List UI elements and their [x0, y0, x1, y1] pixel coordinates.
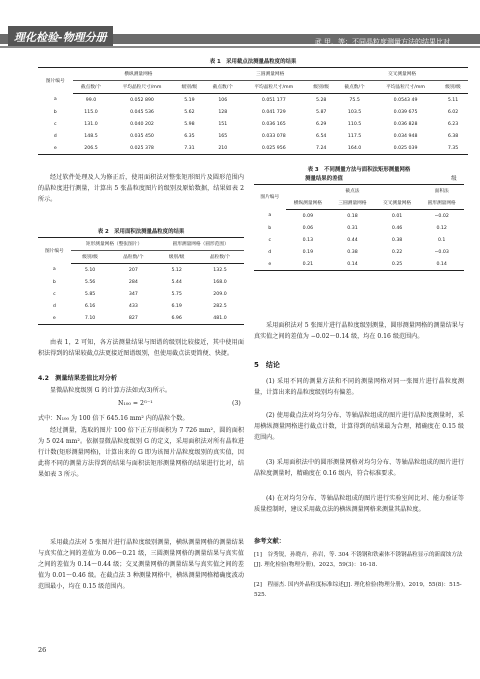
table2-cell: 5.12: [171, 267, 182, 273]
table1-cell: 0.051 177: [261, 97, 286, 103]
section-5-heading: 5 结论: [254, 361, 280, 369]
section-4-2-heading: 4.2 测量结果差值比对分析: [38, 375, 118, 382]
table1-cell: 0.041 729: [261, 109, 286, 115]
table1-cell: 103.5: [347, 109, 362, 115]
running-title: 武 甲，等：不同晶粒度测量方法的结果比对: [314, 38, 450, 46]
table3-cell: c: [268, 237, 272, 243]
table3-subcol: 圆形测量网格: [419, 197, 464, 210]
table3-cell: 0.38: [347, 249, 358, 255]
table1-cell: c: [53, 121, 57, 127]
table3-row: [254, 210, 464, 223]
table2-cell: 5.10: [84, 267, 96, 273]
table3-cell: 0.44: [347, 237, 358, 243]
table1-cell: 165: [218, 133, 228, 139]
table1-cell: 151: [218, 121, 228, 127]
table3-cell: 0.01: [391, 213, 403, 219]
table1-group-3: 交叉测量网格: [336, 68, 468, 81]
table1-caption: 表 1 采用截点法测量晶粒度的结果: [209, 59, 297, 65]
table1-cell: 6.23: [447, 121, 459, 127]
table1-cell: 210: [218, 145, 228, 151]
references-heading: 参考文献：: [254, 538, 285, 545]
table3-cell: e: [268, 261, 272, 267]
table1-cell: 6.54: [315, 133, 327, 139]
table1-cell: 5.28: [315, 97, 327, 103]
table3-row: [254, 222, 464, 234]
table2-row: [38, 288, 244, 300]
table1-cell: 75.5: [349, 97, 360, 103]
table3-cell: −0.02: [434, 213, 449, 219]
equation-3: N₁₀₀ = 2ᴳ⁻¹: [118, 400, 153, 407]
table3-unit: 级: [451, 176, 457, 182]
table1-cell: 6.38: [447, 133, 459, 139]
table1-cell: a: [53, 97, 57, 103]
table3-cell: 0.06: [302, 225, 314, 231]
table1-cell: 0.0543 49: [393, 97, 418, 103]
table1-row: [38, 130, 468, 142]
table2-cell: d: [52, 303, 56, 309]
table2-cell: 481.0: [213, 315, 227, 321]
table3-cell: 0.22: [391, 249, 403, 255]
table1-cell: 7.31: [184, 145, 195, 151]
table1-cell: 0.039 675: [393, 109, 418, 115]
paragraph-6: 采用截点法对 5 张图片进行晶粒度级别测量，横纵测量网格的测量结果与真实值之间的差值为 0.06～0.21 级，三圆测量网格的测量结果与真实值之间的差值为 0.14～0.44 级；交叉测量网格的测量结果与真实值之间的差值为 0.01～0.46 级。在截点法 3 种测量网格中，横纵测量网格精确度波动范围最小，均在 0.15 级范围内。: [38, 539, 244, 590]
table3-cell: 0.31: [347, 225, 358, 231]
table1-subcol: 截点数/个: [204, 81, 241, 94]
table1-cell: 6.29: [315, 121, 327, 127]
table3-cell: d: [268, 249, 272, 255]
table1-subcol: 截点数/个: [73, 81, 110, 94]
table3-cell: 0.18: [347, 213, 358, 219]
table1-cell: 0.025 956: [261, 145, 286, 151]
table1-subcol: 级别/级: [306, 81, 336, 94]
table1: [38, 67, 468, 155]
table1-row: [38, 118, 468, 130]
table2-cell: 6.19: [171, 303, 182, 309]
table1-row: [38, 94, 468, 107]
table1-cell: 128: [218, 109, 228, 115]
table3-cell: −0.03: [434, 249, 449, 255]
table1-cell: 0.025 378: [130, 145, 154, 151]
table2-subcol: 级别/级: [157, 251, 196, 264]
table1-cell: 6.02: [447, 109, 459, 115]
table1-group-2: 三圆测量网格: [204, 68, 336, 81]
table1-cell: 99.0: [85, 97, 97, 103]
table1-subcol: 截点数/个: [336, 81, 373, 94]
table1-cell: 0.034 948: [393, 133, 418, 139]
table3-cell: a: [268, 213, 272, 219]
table3-row: [254, 234, 464, 246]
paragraph-2: 由表 1，2 可知，各方法测量结果与图谱的级别比较接近，其中使用面积法得到的结果较截点法更接近图谱级别，但使用截点法更简便、快捷。: [38, 339, 244, 357]
table2-caption: 表 2 采用面积法测量晶粒度的结果: [97, 229, 185, 235]
table2-body: [38, 264, 244, 325]
table1-cell: d: [53, 133, 57, 139]
table3-caption-2: 测量结果的差值: [305, 176, 343, 182]
table3-group-1: 截点法: [345, 189, 360, 194]
table3-row: [254, 258, 464, 271]
table3-group-2: 面积法: [434, 189, 449, 194]
page-number: 26: [38, 646, 47, 654]
table2-cell: 7.10: [84, 315, 96, 321]
table2-cell: 209.0: [213, 291, 227, 297]
table2-cell: 5.75: [171, 291, 182, 297]
table1-group-1: 横纵测量网格: [73, 68, 205, 81]
table3-cell: 0.38: [391, 237, 403, 243]
table2-group-2: 圆形测量网格（圆形范围）: [157, 238, 244, 251]
table3-row: [254, 246, 464, 258]
table3-subcol: 三圆测量网格: [330, 197, 375, 210]
table2-row: [38, 312, 244, 325]
page-header: [0, 12, 480, 60]
table3-cell: 0.19: [302, 249, 314, 255]
conclusion-4: (4) 在对均匀分布、等轴晶粒组成的图片进行实验室间比对、能力验证等质量控制时，建议采用截点法的横纵测量网格来测量其晶粒度。: [254, 495, 464, 513]
table1-row: [38, 142, 468, 155]
table3-cell: 0.21: [302, 261, 314, 267]
table2-cell: e: [52, 315, 56, 321]
table1-cell: 0.045 536: [130, 109, 154, 115]
table2-row: [38, 300, 244, 312]
table1-cell: 5.62: [184, 109, 195, 115]
table2-cell: c: [53, 291, 56, 297]
table3-cell: 0.1: [437, 237, 446, 243]
table1-cell: 106: [218, 97, 228, 103]
table1-cell: 131.0: [84, 121, 98, 127]
table1-subcol: 平均晶粒尺寸/mm: [373, 81, 438, 94]
table2: [38, 237, 244, 325]
table3-cell: 0.13: [302, 237, 314, 243]
table1-subcol: 平均晶粒尺寸/mm: [109, 81, 174, 94]
table2-cell: 5.85: [84, 291, 96, 297]
conclusion-1: (1) 采用不同的测量方法和不同的测量网格对同一张图片进行晶粒度测量，计算出来的晶粒度级别均有偏差。: [254, 378, 464, 396]
table2-cell: 5.44: [171, 279, 182, 285]
table1-cell: 5.87: [315, 109, 327, 115]
journal-logo: 理化检验-物理分册: [8, 26, 113, 48]
table1-cell: 0.035 450: [130, 133, 154, 139]
table1-cell: 0.036 828: [393, 121, 418, 127]
table1-cell: 0.025 039: [393, 145, 418, 151]
table1-cell: 0.052 890: [130, 97, 154, 103]
table1-cell: 148.5: [84, 133, 98, 139]
table3-body: [254, 210, 464, 271]
table2-cell: 6.16: [84, 303, 96, 309]
table1-cell: 7.24: [315, 145, 327, 151]
table3-cell: 0.14: [347, 261, 358, 267]
reference-1: [1] 谷秀锐，孙晓卉，孙岩，等. 304 不锈钢和铁素体不锈钢晶粒显示的新腐蚀方法[J]. 理化检验(物理分册)，2023，59(3)：16-18.: [254, 552, 463, 568]
table1-row: [38, 106, 468, 118]
table2-group-1: 矩形测量网格（整张图片）: [71, 238, 158, 251]
conclusion-2: (2) 使用截点法对均匀分布、等轴晶粒组成的图片进行晶粒度测量时，采用横纵测量网格进行截点计数，计算得到的结果最为合理，精确度在 0.15 级范围内。: [254, 412, 464, 441]
table2-cell: 282.5: [213, 303, 227, 309]
table3-cell: 0.46: [391, 225, 403, 231]
table3-cell: 0.25: [391, 261, 403, 267]
table2-cell: a: [52, 267, 56, 273]
table3-cell: 0.14: [436, 261, 447, 267]
table1-cell: 164.0: [347, 145, 362, 151]
table3-subcol: 横纵测量网格: [286, 197, 331, 210]
table3-cell: 0.09: [302, 213, 314, 219]
equation-number: (3): [232, 400, 241, 407]
table1-cell: 0.040 202: [130, 121, 154, 127]
conclusion-3: (3) 采用面积法中的圆形测量网格对均匀分布、等轴晶粒组成的图片进行晶粒度测量时，精确度在 0.16 级内，符合标准要求。: [254, 459, 464, 477]
table3-cell: b: [268, 225, 272, 231]
paragraph-4: 式中：N₁₀₀ 为 100 倍下 645.16 mm² 内的晶粒个数。: [38, 415, 189, 422]
table1-cell: 5.19: [184, 97, 195, 103]
table1-cell: 7.35: [447, 145, 459, 151]
table2-row: [38, 276, 244, 288]
paragraph-5: 经过测量，选取的图片 100 倍下正方形面积为 7 726 mm²，圆的面积为 5 024 mm²。依据显微晶粒度级别 G 的定义，采用面积法对所有晶粒进行计数(矩形测量网格)，计算出来的 G 即为该图片晶粒度级别的真实值，因此将不同的测量方法得到的结果与面积法矩形测量网格的结果进行比对，结果如表 3 所示。: [38, 427, 244, 478]
paragraph-1: 经过软件处理及人为修正后，使用面积法对整张矩形图片及圆形范围内的晶粒度进行测量，计算出 5 张晶粒度图片的级别及原始数据，结果如表 2 所示。: [38, 174, 244, 203]
table1-cell: b: [53, 109, 57, 115]
table2-row: [38, 264, 244, 277]
table1-subcol: 平均晶粒尺寸/mm: [241, 81, 306, 94]
table2-cell: 6.96: [171, 315, 182, 321]
header-rule: [0, 46, 480, 48]
reference-2: [2] 程丽杰. 国内外晶粒度标准综述[J]. 理化检验(物理分册)，2019，55(8)：515-525.: [254, 582, 462, 598]
table1-cell: 0.033 078: [261, 133, 286, 139]
table1-cell: 117.5: [347, 133, 362, 139]
table1-subcol: 级别/级: [175, 81, 205, 94]
table2-subcol: 级别/级: [71, 251, 110, 264]
table2-cell: 132.5: [213, 267, 227, 273]
table2-cell: 284: [128, 279, 138, 285]
table2-cell: 207: [128, 267, 138, 273]
table2-cell: 827: [128, 315, 138, 321]
table1-col-image: 图片编号: [45, 78, 65, 84]
table3-col-image: 图片编号: [260, 195, 280, 201]
table2-cell: b: [52, 279, 56, 285]
table2-cell: 168.0: [213, 279, 227, 285]
table2-col-image: 图片编号: [44, 248, 64, 254]
table2-subcol: 晶粒数/个: [196, 251, 244, 264]
table1-cell: e: [53, 145, 57, 151]
table1-cell: 110.5: [347, 121, 362, 127]
table2-cell: 433: [128, 303, 138, 309]
table1-cell: 206.5: [84, 145, 98, 151]
table3-cell: 0.12: [436, 225, 447, 231]
table2-cell: 5.56: [84, 279, 96, 285]
table1-cell: 5.11: [447, 97, 459, 103]
paragraph-3: 显微晶粒度级别 G 的计算方法如式(3)所示。: [50, 387, 171, 394]
table1-cell: 115.0: [84, 109, 98, 115]
table2-cell: 347: [128, 291, 138, 297]
table3-subcol: 交叉测量网格: [375, 197, 420, 210]
table1-cell: 0.036 165: [261, 121, 286, 127]
table1-cell: 5.98: [184, 121, 195, 127]
table1-subcol: 级别/级: [438, 81, 468, 94]
table2-subcol: 晶粒数/个: [109, 251, 157, 264]
table1-cell: 6.35: [184, 133, 195, 139]
table3: [254, 184, 464, 271]
paragraph-7: 采用面积法对 5 张图片进行晶粒度级别测量，圆形测量网格的测量结果与真实值之间的差值为 −0.02～0.14 级，均在 0.16 级范围内。: [254, 322, 464, 340]
table1-body: [38, 94, 468, 155]
table3-caption: 表 3 不同测量方法与面积法矩形测量网格: [307, 167, 411, 173]
